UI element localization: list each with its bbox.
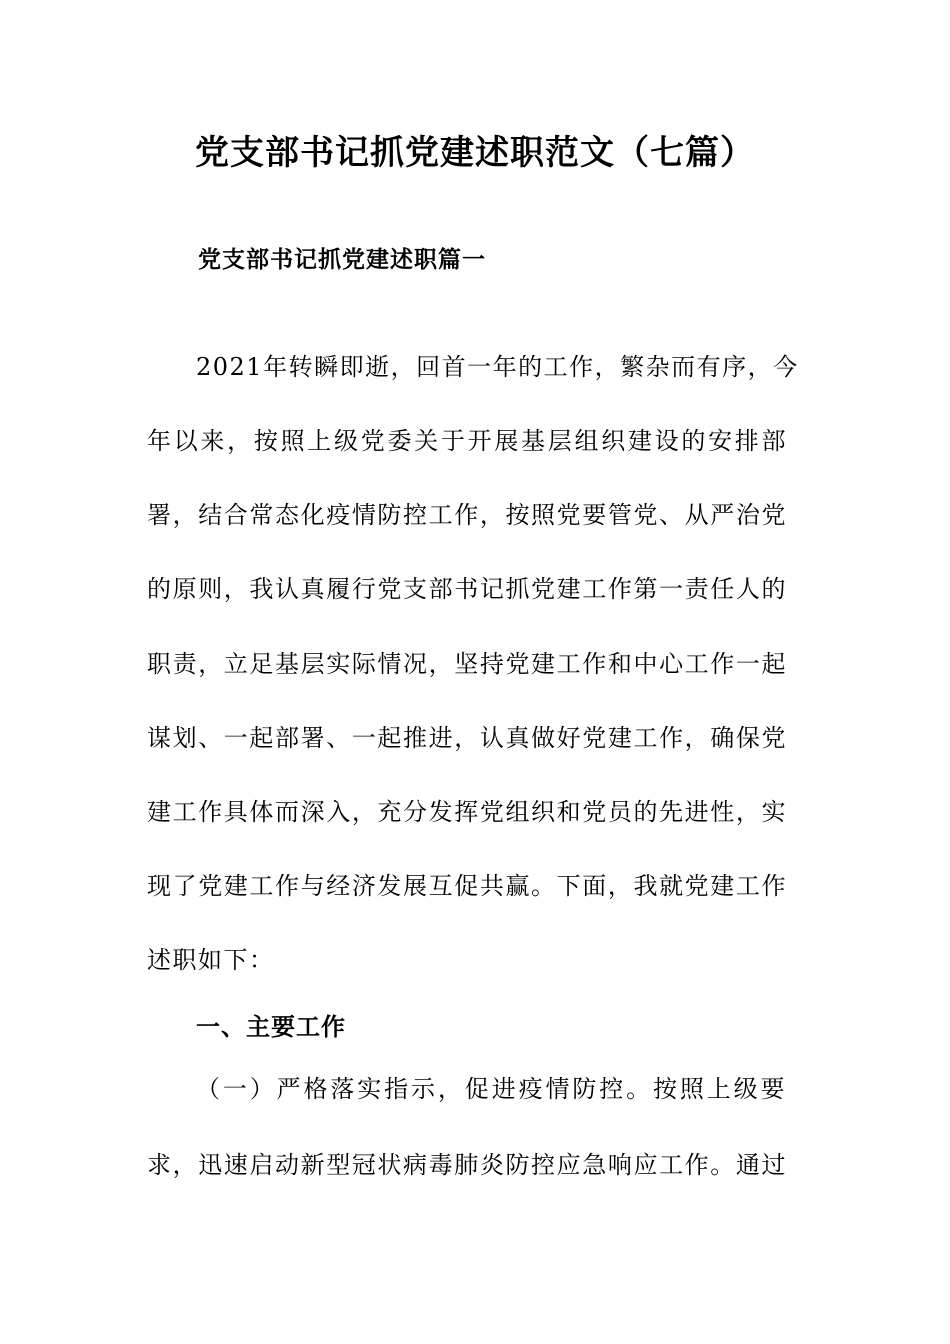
paragraph2-line-1: （一）严格落实指示，促进疫情防控。按照上级要 (196, 1075, 786, 1103)
paragraph1-line-6: 谋划、一起部署、一起推进，认真做好党建工作，确保党 (147, 724, 787, 752)
paragraph1-line-2: 年以来，按照上级党委关于开展基层组织建设的安排部 (147, 427, 787, 455)
document-subtitle: 党支部书记抓党建述职篇一 (198, 247, 486, 273)
paragraph1-line-4: 的原则，我认真履行党支部书记抓党建工作第一责任人的 (147, 575, 787, 603)
paragraph1-line-3: 署，结合常态化疫情防控工作，按照党要管党、从严治党 (147, 501, 787, 529)
document-title: 党支部书记抓党建述职范文（七篇） (195, 133, 755, 173)
paragraph1-line-9: 述职如下： (147, 946, 275, 974)
paragraph1-line-5: 职责，立足基层实际情况，坚持党建工作和中心工作一起 (147, 650, 787, 678)
section-heading: 一、主要工作 (196, 1013, 346, 1041)
paragraph1-line-7: 建工作具体而深入，充分发挥党组织和党员的先进性，实 (147, 798, 787, 826)
paragraph1-line-1: 2021年转瞬即逝，回首一年的工作，繁杂而有序，今 (196, 353, 799, 381)
paragraph2-line-2: 求，迅速启动新型冠状病毒肺炎防控应急响应工作。通过 (147, 1151, 787, 1179)
paragraph1-line-8: 现了党建工作与经济发展互促共赢。下面，我就党建工作 (147, 872, 787, 900)
